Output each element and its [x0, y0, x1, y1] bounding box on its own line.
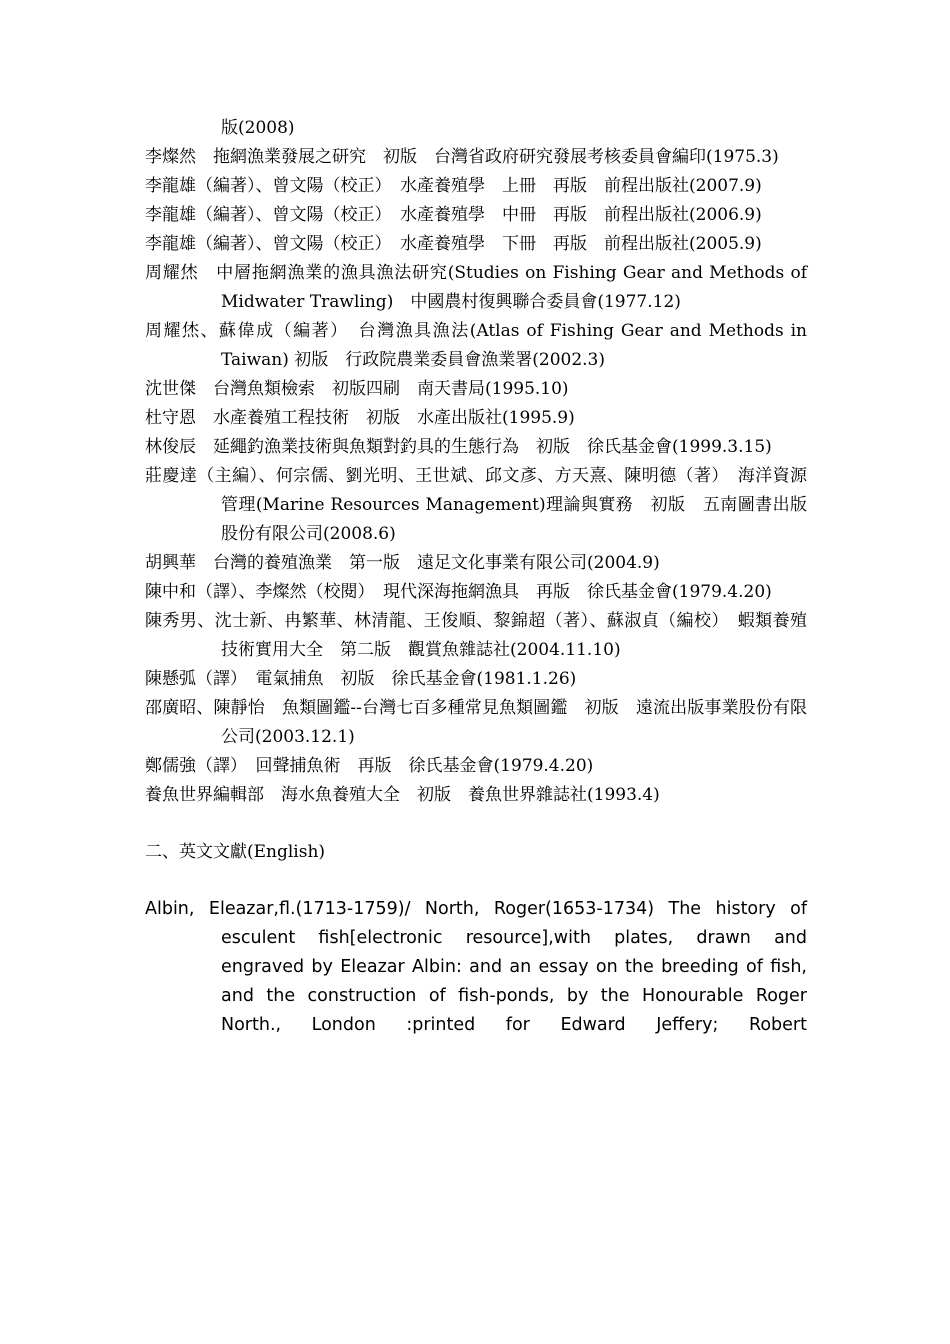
reference-entry: 李龍雄（編著）、曾文陽（校正） 水產養殖學 中冊 再版 前程出版社(2006.9): [145, 205, 762, 225]
reference-entry: 杜守恩 水產養殖工程技術 初版 水產出版社(1995.9): [145, 408, 575, 428]
reference-entry: 胡興華 台灣的養殖漁業 第一版 遠足文化事業有限公司(2004.9): [145, 553, 660, 573]
reference-entry: 陳中和（譯）、李燦然（校閱） 現代深海拖網漁具 再版 徐氏基金會(1979.4.20): [145, 582, 772, 602]
reference-entry: 李龍雄（編著）、曾文陽（校正） 水產養殖學 上冊 再版 前程出版社(2007.9): [145, 176, 762, 196]
section-heading-english: 二、英文文獻(English): [145, 842, 326, 862]
reference-entry: 莊慶達（主編）、何宗儒、劉光明、王世斌、邱文彥、方天熹、陳明德（著） 海洋資源管理(Marine Resources Management)理論與實務 初版 五南圖書出版股份有限公司(2008.6): [145, 466, 807, 544]
reference-entry: 沈世傑 台灣魚類檢索 初版四刷 南天書局(1995.10): [145, 379, 569, 399]
reference-entry: 李燦然 拖網漁業發展之研究 初版 台灣省政府研究發展考核委員會編印(1975.3): [145, 147, 779, 167]
reference-entry: 版(2008): [221, 118, 295, 138]
reference-entry: 陳秀男、沈士新、冉繁華、林清龍、王俊順、黎錦超（著）、蘇淑貞（編校） 蝦類養殖技術實用大全 第二版 觀賞魚雜誌社(2004.11.10): [145, 611, 807, 660]
reference-entry-english: Albin, Eleazar,fl.(1713-1759)/ North, Roger(1653-1734) The history of esculent fish[electronic resource],with plates, drawn and engraved by Eleazar Albin: and an essay on the breeding of fish, and the construction of fish-ponds, by the Honourable Roger North., London :printed for Edward Jeffery; Robert: [145, 899, 807, 1035]
reference-entry: 鄭儒強（譯） 回聲捕魚術 再版 徐氏基金會(1979.4.20): [145, 756, 594, 776]
reference-entry: 陳懸弧（譯） 電氣捕魚 初版 徐氏基金會(1981.1.26): [145, 669, 577, 689]
reference-entry: 養魚世界編輯部 海水魚養殖大全 初版 養魚世界雜誌社(1993.4): [145, 785, 660, 805]
reference-entry: 周耀烋、蘇偉成（編著） 台灣漁具漁法(Atlas of Fishing Gear and Methods in Taiwan) 初版 行政院農業委員會漁業署(2002.3): [145, 321, 807, 370]
reference-entry: 李龍雄（編著）、曾文陽（校正） 水產養殖學 下冊 再版 前程出版社(2005.9): [145, 234, 762, 254]
reference-list: [145, 114, 807, 1040]
reference-entry: 邵廣昭、陳靜怡 魚類圖鑑--台灣七百多種常見魚類圖鑑 初版 遠流出版事業股份有限公司(2003.12.1): [145, 698, 807, 747]
reference-entry: 林俊辰 延繩釣漁業技術與魚類對釣具的生態行為 初版 徐氏基金會(1999.3.15): [145, 437, 772, 457]
reference-entry: 周耀烋 中層拖網漁業的漁具漁法研究(Studies on Fishing Gear and Methods of Midwater Trawling) 中國農村復興聯合委員會(1977.12): [145, 263, 807, 312]
